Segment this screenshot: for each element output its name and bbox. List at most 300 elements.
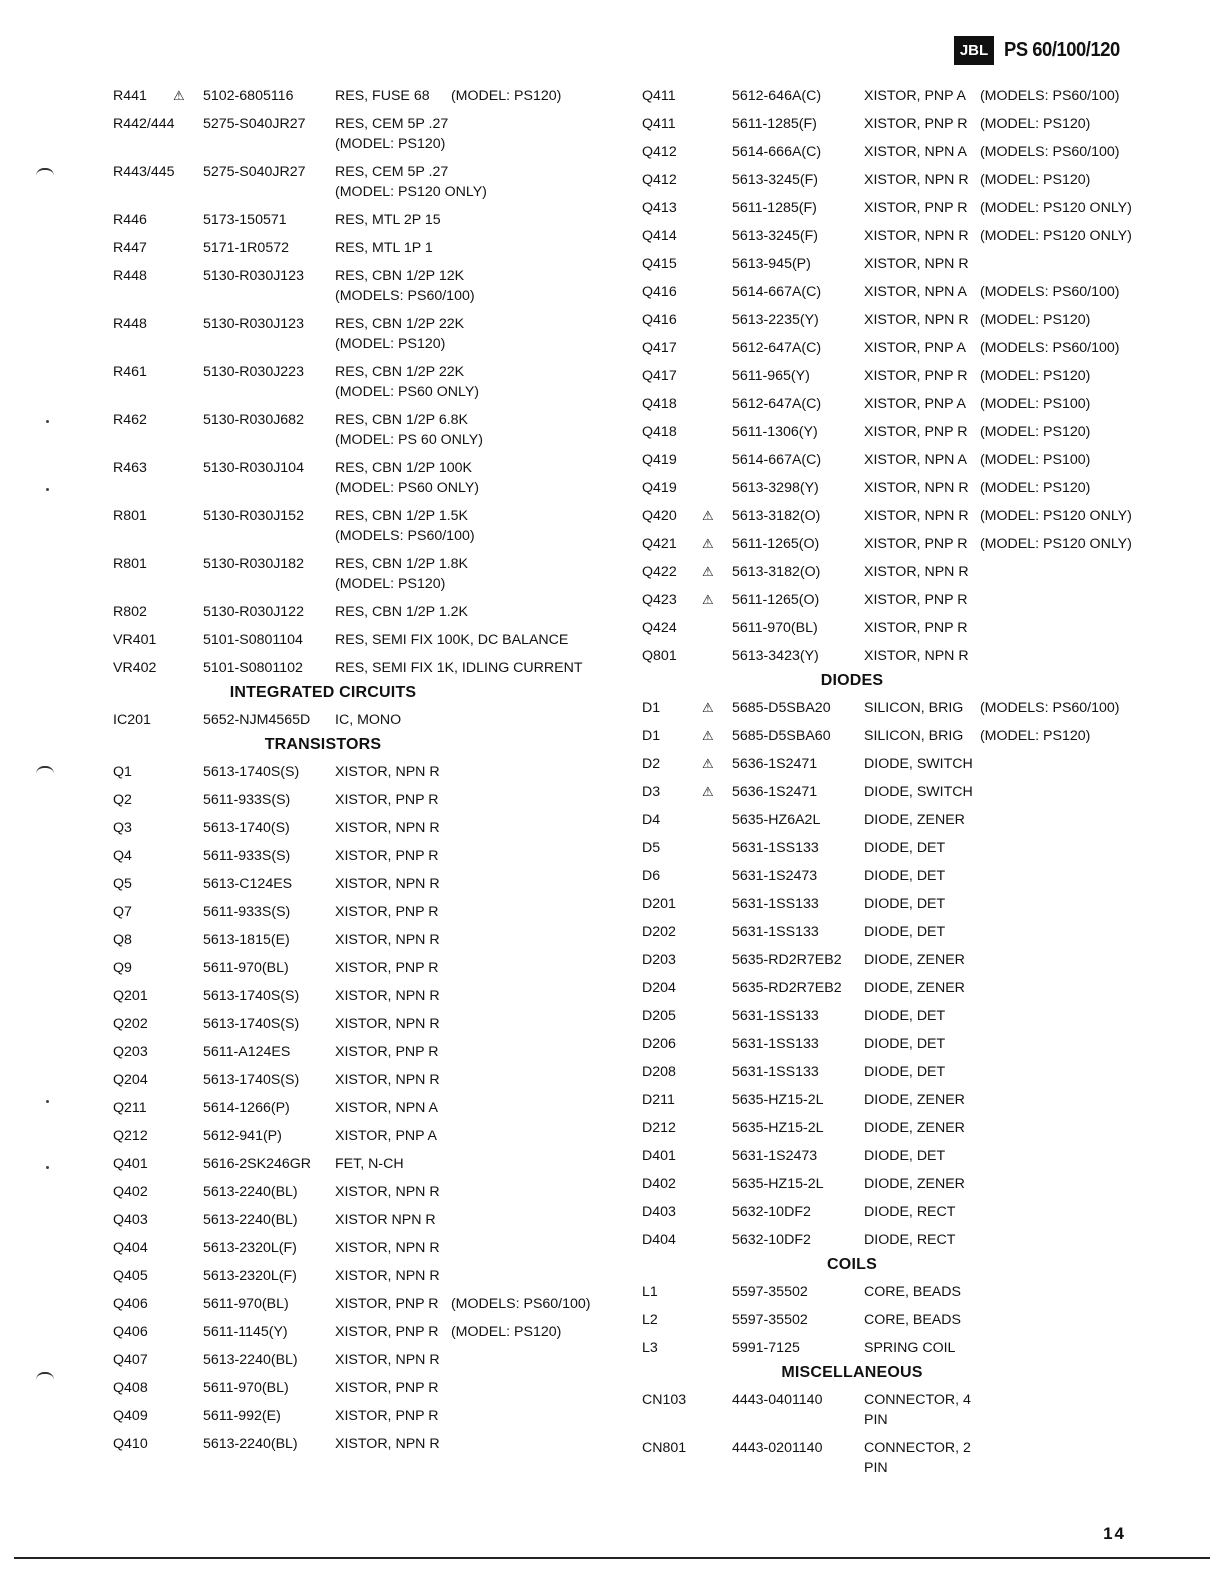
jbl-logo: JBL (954, 36, 994, 65)
reference-designator: Q409 (113, 1408, 148, 1424)
model-note: (MODEL: PS120 ONLY) (979, 200, 1132, 216)
part-description: XISTOR, PNP R (335, 1296, 439, 1312)
part-number: 5631-1SS133 (732, 1036, 819, 1052)
description-cell (864, 866, 1162, 886)
reference-designator: Q412 (642, 172, 677, 188)
description-cell (864, 478, 1162, 498)
parts-list-row (642, 978, 1162, 998)
part-number: 5613-2320L(F) (203, 1240, 297, 1256)
parts-list-row (113, 458, 613, 498)
reference-designator: L2 (642, 1312, 658, 1328)
reference-designator: Q415 (642, 256, 677, 272)
part-number: 5613-3298(Y) (732, 480, 819, 496)
part-description: XISTOR, PNP A (864, 340, 966, 356)
reference-designator: L3 (642, 1340, 658, 1356)
description-cell (864, 226, 1162, 246)
parts-list-row (113, 1294, 613, 1314)
reference-designator: R801 (113, 508, 147, 524)
part-number: 5613-2240(BL) (203, 1212, 298, 1228)
part-number: 5614-1266(P) (203, 1100, 290, 1116)
part-description: XISTOR, PNP R (335, 1380, 439, 1396)
description-cell (335, 238, 613, 258)
parts-list-row (113, 1182, 613, 1202)
description-cell (864, 282, 1162, 302)
description-cell (864, 534, 1162, 554)
part-description: XISTOR, PNP R (335, 1408, 439, 1424)
part-number: 5612-647A(C) (732, 340, 822, 356)
parts-list-row (642, 1310, 1162, 1330)
model-title: PS 60/100/120 (1004, 39, 1120, 61)
description-cell (335, 1098, 613, 1118)
parts-list-row (642, 366, 1162, 386)
parts-list-row (642, 1390, 1162, 1430)
parts-list-row (642, 950, 1162, 970)
part-description: XISTOR, NPN R (335, 1016, 440, 1032)
reference-designator: R801 (113, 556, 147, 572)
parts-list-row (642, 838, 1162, 858)
parts-list-row (113, 602, 613, 622)
parts-list-row (642, 1230, 1162, 1250)
reference-designator: R461 (113, 364, 147, 380)
part-number: 5611-970(BL) (203, 1296, 289, 1312)
part-number: 5991-7125 (732, 1340, 800, 1356)
model-note: (MODEL: PS120 ONLY) (335, 184, 487, 200)
parts-list-row (113, 554, 613, 594)
reference-designator: R443/445 (113, 164, 175, 180)
part-description: XISTOR, NPN R (335, 1268, 440, 1284)
model-note: (MODEL: PS120) (979, 116, 1091, 132)
part-number: 5613-3245(F) (732, 172, 818, 188)
part-number: 5612-646A(C) (732, 88, 822, 104)
part-description: RES, FUSE 68 (335, 88, 430, 104)
parts-list-row (113, 506, 613, 546)
description-cell (864, 1006, 1162, 1026)
reference-designator: CN103 (642, 1392, 687, 1408)
model-note: (MODEL: PS 60 ONLY) (335, 432, 483, 448)
reference-designator: Q801 (642, 648, 677, 664)
parts-list-row (113, 902, 613, 922)
reference-designator: D403 (642, 1204, 676, 1220)
description-cell (335, 162, 613, 202)
part-number: 5611-1145(Y) (203, 1324, 288, 1340)
model-note: (MODEL: PS120) (335, 576, 446, 592)
parts-list-row (642, 894, 1162, 914)
parts-list-row (642, 114, 1162, 134)
description-cell (864, 838, 1162, 858)
part-description: RES, CBN 1/2P 1.2K (335, 604, 469, 620)
part-number: 5635-HZ15-2L (732, 1092, 824, 1108)
part-number: 5631-1SS133 (732, 924, 819, 940)
reference-designator: R447 (113, 240, 147, 256)
description-cell (335, 1322, 613, 1342)
safety-warning-icon: ⚠ (702, 508, 714, 523)
part-number: 5613-3245(F) (732, 228, 818, 244)
section-heading: INTEGRATED CIRCUITS (229, 684, 417, 701)
part-number: 5613-3182(O) (732, 564, 821, 580)
parts-list-row (113, 314, 613, 354)
description-cell (864, 978, 1162, 998)
model-note: (MODEL: PS120) (979, 480, 1091, 496)
part-number: 5632-10DF2 (732, 1232, 811, 1248)
reference-designator: Q5 (113, 876, 132, 892)
parts-list-row (113, 410, 613, 450)
part-description: DIODE, DET (864, 924, 946, 940)
reference-designator: Q419 (642, 452, 677, 468)
reference-designator: R442/444 (113, 116, 175, 132)
description-cell (335, 210, 613, 230)
description-cell (335, 1294, 613, 1314)
reference-designator: Q402 (113, 1184, 148, 1200)
part-description: CONNECTOR, 2 PIN (864, 1440, 971, 1476)
description-cell (864, 114, 1162, 134)
reference-designator: D208 (642, 1064, 676, 1080)
part-description: XISTOR, PNP R (335, 960, 439, 976)
reference-designator: Q419 (642, 480, 677, 496)
parts-list-row (113, 1378, 613, 1398)
parts-list-row (113, 114, 613, 154)
part-description: DIODE, DET (864, 1148, 946, 1164)
part-number: 5635-HZ6A2L (732, 812, 821, 828)
parts-list-row (113, 1434, 613, 1454)
description-cell (335, 602, 613, 622)
part-description: RES, CBN 1/2P 6.8K (335, 412, 469, 428)
part-description: XISTOR, NPN R (335, 1352, 440, 1368)
parts-list-row (642, 422, 1162, 442)
model-note: (MODEL: PS120) (979, 312, 1091, 328)
part-description: XISTOR, PNP R (335, 1044, 439, 1060)
parts-list-row (642, 754, 1162, 774)
description-cell (335, 846, 613, 866)
reference-designator: CN801 (642, 1440, 687, 1456)
model-note: (MODELS: PS60/100) (979, 144, 1120, 160)
reference-designator: Q204 (113, 1072, 148, 1088)
parts-list-row (113, 1014, 613, 1034)
part-description: XISTOR, NPN R (864, 172, 969, 188)
description-cell (864, 170, 1162, 190)
reference-designator: Q422 (642, 564, 677, 580)
parts-list-row (113, 1350, 613, 1370)
part-description: RES, CEM 5P .27 (335, 164, 449, 180)
part-description: XISTOR, NPN R (864, 256, 969, 272)
part-number: 5597-35502 (732, 1284, 808, 1300)
reference-designator: Q416 (642, 312, 677, 328)
reference-designator: D203 (642, 952, 676, 968)
parts-list-row (642, 1006, 1162, 1026)
part-number: 5130-R030J123 (203, 268, 304, 284)
reference-designator: Q412 (642, 144, 677, 160)
part-number: 5613-1740(S) (203, 820, 290, 836)
description-cell (864, 922, 1162, 942)
part-description: DIODE, ZENER (864, 980, 965, 996)
part-number: 5635-HZ15-2L (732, 1120, 824, 1136)
parts-list-row (642, 450, 1162, 470)
part-number: 5614-667A(C) (732, 284, 822, 300)
part-description: DIODE, DET (864, 868, 946, 884)
section-heading: COILS (827, 1256, 877, 1273)
scan-margin-mark (36, 168, 54, 176)
reference-designator: Q401 (113, 1156, 148, 1172)
part-description: XISTOR, PNP R (335, 848, 439, 864)
description-cell (864, 1310, 1162, 1330)
reference-designator: D6 (642, 868, 661, 884)
reference-designator: Q410 (113, 1436, 148, 1452)
description-cell (864, 450, 1162, 470)
parts-list-row (642, 1438, 1162, 1478)
part-description: DIODE, ZENER (864, 1092, 965, 1108)
part-description: XISTOR, NPN R (335, 764, 440, 780)
description-cell (335, 1210, 613, 1230)
reference-designator: Q423 (642, 592, 677, 608)
description-cell (864, 1390, 1162, 1430)
part-description: RES, SEMI FIX 100K, DC BALANCE (335, 632, 569, 648)
part-description: XISTOR, PNP A (864, 396, 966, 412)
reference-designator: Q418 (642, 396, 677, 412)
parts-list-row (113, 1042, 613, 1062)
parts-list-row (642, 506, 1162, 526)
part-description: XISTOR NPN R (335, 1212, 436, 1228)
description-cell (864, 86, 1162, 106)
reference-designator: IC201 (113, 712, 151, 728)
part-number: 5275-S040JR27 (203, 116, 306, 132)
bottom-rule (14, 1557, 1210, 1559)
part-number: 5611-1265(O) (732, 592, 820, 608)
part-number: 5611-933S(S) (203, 904, 291, 920)
parts-list-row (642, 226, 1162, 246)
parts-list-row (113, 1238, 613, 1258)
part-description: CORE, BEADS (864, 1312, 961, 1328)
reference-designator: Q203 (113, 1044, 148, 1060)
description-cell (335, 410, 613, 450)
description-cell (864, 618, 1162, 638)
parts-list-row (642, 170, 1162, 190)
description-cell (335, 930, 613, 950)
part-number: 5631-1SS133 (732, 840, 819, 856)
part-number: 5130-R030J182 (203, 556, 304, 572)
part-number: 5613-2320L(F) (203, 1268, 297, 1284)
part-description: XISTOR, PNP R (864, 116, 968, 132)
description-cell (864, 1202, 1162, 1222)
part-number: 5631-1SS133 (732, 1064, 819, 1080)
model-note: (MODEL: PS120) (450, 1324, 562, 1340)
part-number: 5636-1S2471 (732, 784, 818, 800)
part-description: FET, N-CH (335, 1156, 404, 1172)
parts-list-row (113, 874, 613, 894)
part-number: 5613-2240(BL) (203, 1184, 298, 1200)
part-description: XISTOR, PNP R (335, 1324, 439, 1340)
part-description: XISTOR, NPN R (864, 312, 969, 328)
part-description: XISTOR, PNP R (864, 200, 968, 216)
description-cell (864, 394, 1162, 414)
description-cell (335, 1014, 613, 1034)
description-cell (335, 902, 613, 922)
part-description: XISTOR, NPN A (864, 284, 968, 300)
description-cell (864, 1062, 1162, 1082)
description-cell (335, 86, 613, 106)
parts-list-row (113, 790, 613, 810)
part-description: RES, CBN 1/2P 100K (335, 460, 472, 476)
part-number: 5275-S040JR27 (203, 164, 306, 180)
reference-designator: Q211 (113, 1100, 147, 1116)
parts-list-row (642, 1282, 1162, 1302)
part-description: RES, MTL 2P 15 (335, 212, 441, 228)
safety-warning-icon: ⚠ (702, 756, 714, 771)
part-number: 5631-1S2473 (732, 1148, 818, 1164)
parts-list-row (113, 1210, 613, 1230)
parts-list-row (113, 1154, 613, 1174)
part-number: 5613-C124ES (203, 876, 293, 892)
safety-warning-icon: ⚠ (702, 592, 714, 607)
parts-list-row (113, 266, 613, 306)
part-description: XISTOR, NPN R (335, 988, 440, 1004)
part-description: RES, CEM 5P .27 (335, 116, 449, 132)
parts-list-row (642, 1146, 1162, 1166)
part-description: XISTOR, NPN R (864, 228, 969, 244)
description-cell (335, 1042, 613, 1062)
part-number: 5130-R030J122 (203, 604, 304, 620)
parts-list-row (113, 86, 613, 106)
part-number: 5613-2240(BL) (203, 1352, 298, 1368)
model-note: (MODELS: PS60/100) (979, 700, 1120, 716)
parts-list-row (642, 282, 1162, 302)
reference-designator: D401 (642, 1148, 676, 1164)
reference-designator: Q411 (642, 88, 676, 104)
part-description: DIODE, RECT (864, 1232, 956, 1248)
reference-designator: Q4 (113, 848, 132, 864)
part-number: 5631-1S2473 (732, 868, 818, 884)
part-description: RES, CBN 1/2P 1.5K (335, 508, 469, 524)
part-number: 5613-1740S(S) (203, 1016, 300, 1032)
part-description: DIODE, ZENER (864, 812, 965, 828)
parts-list-row (113, 930, 613, 950)
part-description: RES, CBN 1/2P 12K (335, 268, 465, 284)
part-number: 5613-2240(BL) (203, 1436, 298, 1452)
parts-list-row (113, 1126, 613, 1146)
description-cell (864, 366, 1162, 386)
parts-list-row (642, 478, 1162, 498)
model-note: (MODEL: PS60 ONLY) (335, 480, 480, 496)
part-number: 5631-1SS133 (732, 896, 819, 912)
parts-list-row (642, 810, 1162, 830)
model-note: (MODEL: PS120) (335, 336, 446, 352)
part-number: 5171-1R0572 (203, 240, 289, 256)
part-description: XISTOR, NPN R (335, 1436, 440, 1452)
part-number: 5130-R030J152 (203, 508, 304, 524)
part-number: 5635-RD2R7EB2 (732, 980, 842, 996)
part-description: XISTOR, PNP A (864, 88, 966, 104)
parts-list-row (113, 958, 613, 978)
part-number: 5611-933S(S) (203, 848, 291, 864)
description-cell (864, 338, 1162, 358)
description-cell (864, 254, 1162, 274)
description-cell (864, 1282, 1162, 1302)
part-number: 5613-1815(E) (203, 932, 290, 948)
part-number: 5611-1285(F) (732, 116, 817, 132)
part-number: 5130-R030J223 (203, 364, 304, 380)
description-cell (864, 590, 1162, 610)
model-note: (MODEL: PS120 ONLY) (979, 228, 1132, 244)
parts-list-row (642, 1202, 1162, 1222)
safety-warning-icon: ⚠ (702, 536, 714, 551)
reference-designator: Q421 (642, 536, 677, 552)
part-number: 5611-970(BL) (203, 960, 289, 976)
parts-list-row (113, 1406, 613, 1426)
parts-list-row (113, 362, 613, 402)
parts-list-row (113, 210, 613, 230)
reference-designator: Q408 (113, 1380, 148, 1396)
part-description: RES, CBN 1/2P 22K (335, 316, 465, 332)
reference-designator: Q405 (113, 1268, 148, 1284)
part-number: 5631-1SS133 (732, 1008, 819, 1024)
reference-designator: D404 (642, 1232, 676, 1248)
description-cell (335, 1154, 613, 1174)
part-description: RES, MTL 1P 1 (335, 240, 433, 256)
description-cell (335, 1070, 613, 1090)
model-note: (MODEL: PS100) (979, 396, 1091, 412)
safety-warning-icon: ⚠ (702, 784, 714, 799)
parts-list-row (642, 142, 1162, 162)
part-number: 5614-666A(C) (732, 144, 822, 160)
part-number: 5611-970(BL) (203, 1380, 289, 1396)
part-description: XISTOR, PNP R (864, 424, 968, 440)
part-description: XISTOR, PNP R (335, 904, 439, 920)
reference-designator: D212 (642, 1120, 676, 1136)
part-description: XISTOR, NPN R (335, 1072, 440, 1088)
page-header (954, 36, 1130, 65)
part-number: 5652-NJM4565D (203, 712, 311, 728)
part-description: XISTOR, NPN R (335, 932, 440, 948)
part-number: 5130-R030J123 (203, 316, 304, 332)
part-description: DIODE, SWITCH (864, 784, 973, 800)
reference-designator: D4 (642, 812, 661, 828)
section-heading: MISCELLANEOUS (781, 1364, 923, 1381)
reference-designator: D1 (642, 728, 661, 744)
part-description: XISTOR, NPN R (864, 648, 969, 664)
part-description: XISTOR, PNP A (335, 1128, 437, 1144)
description-cell (864, 506, 1162, 526)
safety-warning-icon: ⚠ (173, 88, 185, 103)
part-description: IC, MONO (335, 712, 402, 728)
reference-designator: R441 (113, 88, 147, 104)
model-note: (MODEL: PS120) (979, 172, 1091, 188)
parts-list-row (113, 762, 613, 782)
part-description: DIODE, SWITCH (864, 756, 973, 772)
reference-designator: Q406 (113, 1296, 148, 1312)
reference-designator: Q416 (642, 284, 677, 300)
reference-designator: Q411 (642, 116, 676, 132)
reference-designator: R462 (113, 412, 147, 428)
safety-warning-icon: ⚠ (702, 728, 714, 743)
page-number: 14 (1103, 1524, 1126, 1543)
reference-designator: D5 (642, 840, 661, 856)
reference-designator: R448 (113, 268, 147, 284)
parts-list-row (642, 310, 1162, 330)
reference-designator: Q417 (642, 368, 677, 384)
reference-designator: Q2 (113, 792, 132, 808)
part-description: XISTOR, NPN R (335, 876, 440, 892)
reference-designator: Q1 (113, 764, 132, 780)
description-cell (335, 874, 613, 894)
part-number: 5613-3423(Y) (732, 648, 819, 664)
reference-designator: VR402 (113, 660, 157, 676)
part-description: XISTOR, PNP R (864, 620, 968, 636)
description-cell (864, 1230, 1162, 1250)
description-cell (335, 790, 613, 810)
part-number: 5130-R030J682 (203, 412, 304, 428)
reference-designator: D202 (642, 924, 676, 940)
parts-list-row (642, 698, 1162, 718)
part-description: DIODE, DET (864, 1008, 946, 1024)
part-description: XISTOR, PNP R (864, 536, 968, 552)
